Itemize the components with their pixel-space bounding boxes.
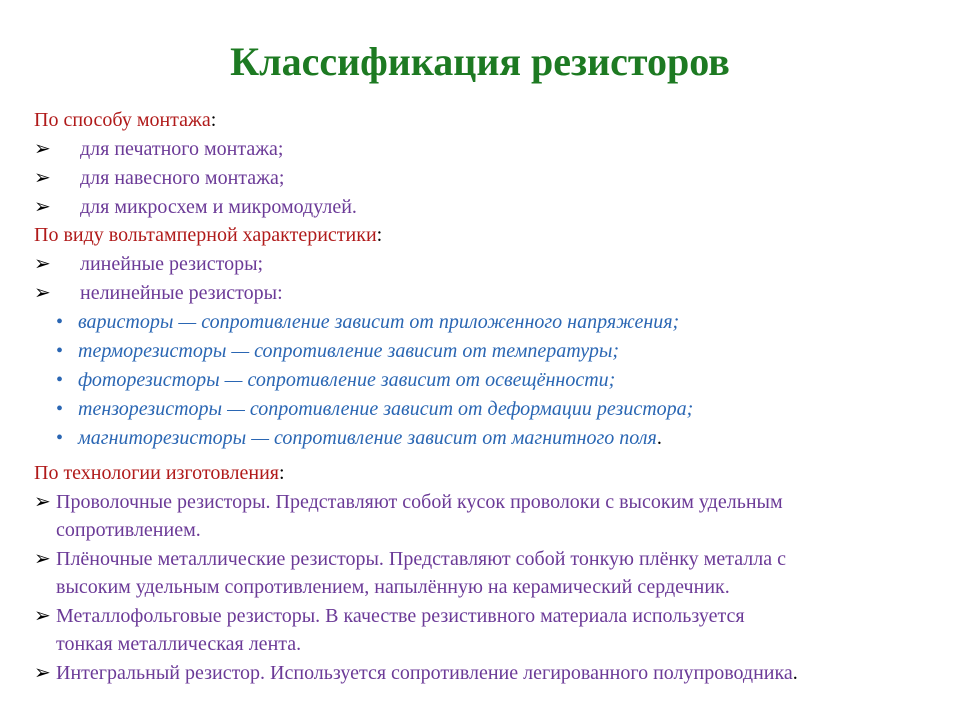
list-item: ➢ для навесного монтажа; <box>34 167 285 189</box>
list-item: ➢ Металлофольговые резисторы. В качестве резистивного материала используется <box>34 605 745 627</box>
page-title: Классификация резисторов <box>230 39 730 84</box>
arrow-bullet-icon: ➢ <box>34 253 51 275</box>
arrow-bullet-icon: ➢ <box>34 662 51 684</box>
sub-list-item: • фоторезисторы — сопротивление зависит от освещённости; <box>56 369 616 391</box>
dot-bullet-icon: • <box>56 340 64 362</box>
list-item-continuation: тонкая металлическая лента. <box>56 633 302 655</box>
dot-bullet-icon: • <box>56 369 64 391</box>
list-item: ➢ Проволочные резисторы. Представляют собой кусок проволоки с высоким удельным <box>34 491 783 513</box>
sub-list-item: • тензорезисторы — сопротивление зависит от деформации резистора; <box>56 398 694 420</box>
arrow-bullet-icon: ➢ <box>34 605 51 627</box>
section-heading-technology: По технологии изготовления: <box>34 462 285 484</box>
dot-bullet-icon: • <box>56 398 64 420</box>
arrow-bullet-icon: ➢ <box>34 167 51 189</box>
list-item-continuation: сопротивлением. <box>56 519 201 541</box>
sub-list-item: • магниторезисторы — сопротивление зависит от магнитного поля. <box>56 427 662 449</box>
arrow-bullet-icon: ➢ <box>34 138 51 160</box>
section-heading-mounting: По способу монтажа: <box>34 109 217 131</box>
dot-bullet-icon: • <box>56 427 64 449</box>
list-item: ➢ линейные резисторы; <box>34 253 264 275</box>
sub-list-item: • терморезисторы — сопротивление зависит от температуры; <box>56 340 620 362</box>
sub-list-item: • варисторы — сопротивление зависит от приложенного напряжения; <box>56 311 680 333</box>
list-item: ➢ для печатного монтажа; <box>34 138 284 160</box>
arrow-bullet-icon: ➢ <box>34 548 51 570</box>
list-item-continuation: высоким удельным сопротивлением, напылённую на керамический сердечник. <box>56 576 730 598</box>
list-item: ➢ Плёночные металлические резисторы. Представляют собой тонкую плёнку металла с <box>34 548 786 570</box>
section-heading-iv: По виду вольтамперной характеристики: <box>34 224 383 246</box>
arrow-bullet-icon: ➢ <box>34 282 51 304</box>
arrow-bullet-icon: ➢ <box>34 491 51 513</box>
dot-bullet-icon: • <box>56 311 64 333</box>
list-item: ➢ Интегральный резистор. Используется сопротивление легированного полупроводника. <box>34 662 798 684</box>
list-item: ➢ для микросхем и микромодулей. <box>34 196 357 218</box>
list-item: ➢ нелинейные резисторы: <box>34 282 283 304</box>
arrow-bullet-icon: ➢ <box>34 196 51 218</box>
